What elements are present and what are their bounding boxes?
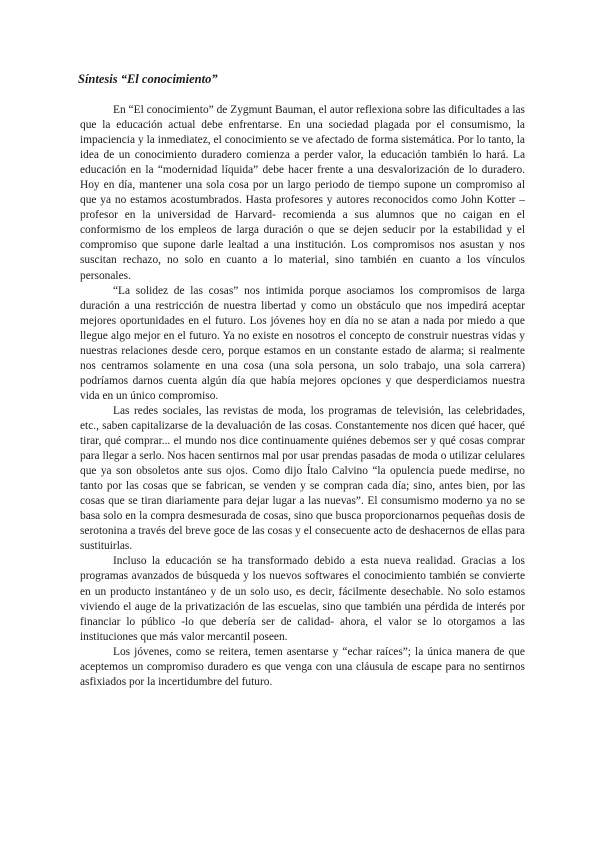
paragraph-2: “La solidez de las cosas” nos intimida porque asociamos los compromisos de larga duración a una restricción de nuestra libertad y como un obstáculo que nos impedirá aceptar mejores oportunidades en el futuro. Los jóvenes hoy en día no se atan a nada por miedo a que llegue algo mejor en el futuro. Ya no existe en nosotros el concepto de construir nuestras vidas y nuestras relaciones desde cero, porque estamos en un constante estado de alarma; si realmente nos centramos solamente en una cosa (una sola persona, un solo trabajo, una sola carrera) podríamos darnos cuenta algún día que había mejores opciones y que desperdiciamos nuestra vida en un único compromiso. xyxy=(80,284,525,402)
document-title: Síntesis “El conocimiento” xyxy=(78,72,218,86)
paragraph-5: Los jóvenes, como se reitera, temen asentarse y “echar raíces”; la única manera de que aceptemos un compromiso duradero es que venga con una cláusula de escape para no sentirnos asfixiados por la incertidumbre del futuro. xyxy=(80,645,525,688)
paragraph-3: Las redes sociales, las revistas de moda, los programas de televisión, las celebridades, etc., saben capitalizarse de la devaluación de las cosas. Constantemente nos dicen qué hacer, qué tirar, qué comprar... el mundo nos dice continuamente quiénes debemos ser y qué cosas comprar para llegar a serlo. Nos hacen sentirnos mal por usar prendas pasadas de moda o utilizar celulares que ya son obsoletos ante sus ojos. Como dijo Ítalo Calvino “la opulencia puede medirse, no tanto por las cosas que se fabrican, se venden y se compran cada día; sino, antes bien, por las cosas que se tiran diariamente para dejar lugar a las nuevas”. El consumismo moderno ya no se basa solo en la compra desmesurada de cosas, sino que busca proporcionarnos pequeñas dosis de serotonina a través del breve goce de las cosas y el consecuente acto de deshacernos de ellas para sustituirlas. xyxy=(80,404,525,553)
paragraph-1: En “El conocimiento” de Zygmunt Bauman, el autor reflexiona sobre las dificultades a las que la educación actual debe enfrentarse. En una sociedad plagada por el consumismo, la impaciencia y la inmediatez, el conocimiento se ve afectado de forma sistemática. Por lo tanto, la idea de un conocimiento duradero comienza a perder valor, la educación también lo hará. La educación en la “modernidad líquida” debe hacer frente a una desvalorización de lo duradero. Hoy en día, mantener una sola cosa por un largo periodo de tiempo supone un compromiso al que ya no estamos acostumbrados. Hasta profesores y autores reconocidos como John Kotter –profesor en la universidad de Harvard- recomienda a sus alumnos que no caigan en el conformismo de los empleos de larga duración o que se dejen seducir por la estabilidad y el compromiso que supone darle lealtad a una institución. Los compromisos nos asustan y nos suscitan rechazo, no solo en cuanto a lo material, sino también en cuanto a los vínculos personales. xyxy=(80,104,525,282)
paragraph-4: Incluso la educación se ha transformado debido a esta nueva realidad. Gracias a los programas avanzados de búsqueda y los nuevos softwares el conocimiento también se convierte en un producto instantáneo y de un solo uso, es decir, fácilmente desechable. No solo estamos viviendo el auge de la privatización de las escuelas, sino que también una pérdida de interés por financiar lo público -lo que debería ser de calidad- ahora, el valor se lo otorgamos a las instituciones que más valor mercantil poseen. xyxy=(80,555,525,643)
document-body xyxy=(80,103,525,690)
